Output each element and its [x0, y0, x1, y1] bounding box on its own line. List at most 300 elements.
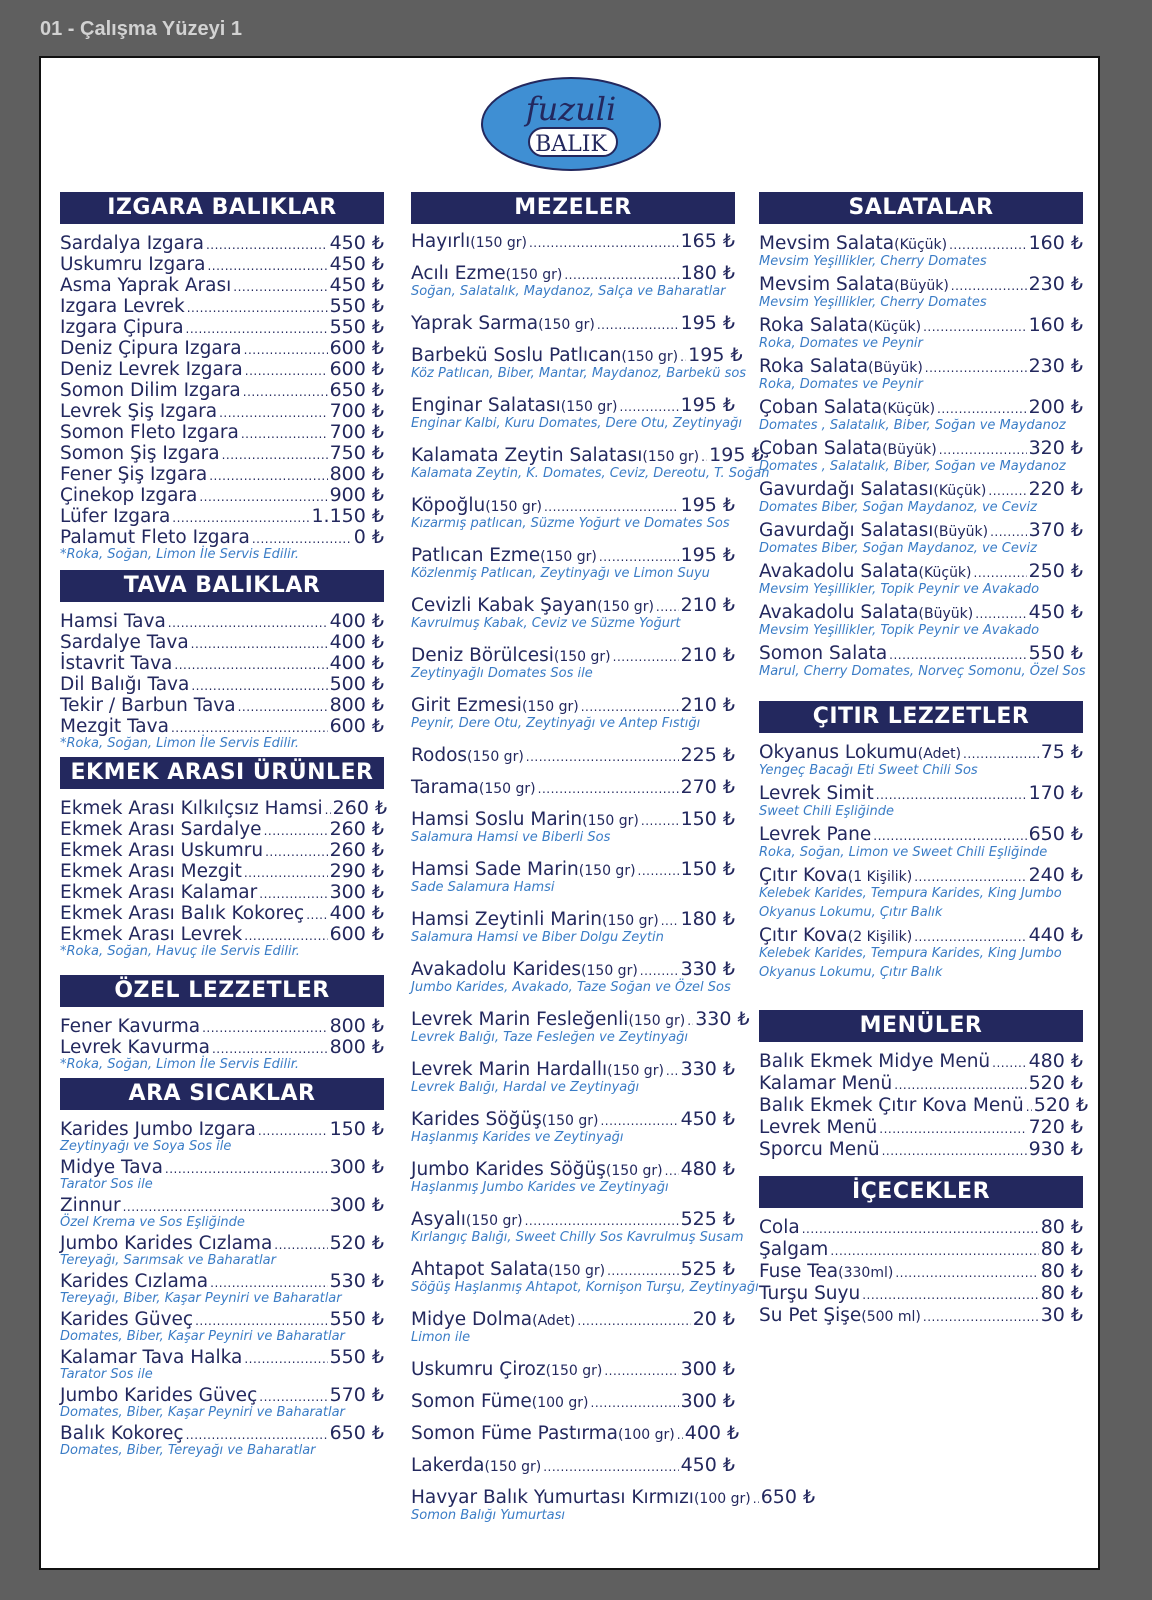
item-name [759, 1305, 921, 1326]
item-name-text: Balık Kokoreç [60, 1423, 184, 1444]
dot-leader [243, 385, 328, 399]
dot-leader [638, 864, 679, 878]
menu-item [411, 644, 735, 666]
item-price: 80 ₺ [1040, 1238, 1083, 1260]
item-name [60, 422, 239, 443]
item-price: 20 ₺ [692, 1308, 735, 1330]
menu-item [759, 924, 1083, 946]
item-name-text: Ekmek Arası Balık Kokoreç [60, 903, 305, 924]
dot-leader [923, 1310, 1039, 1324]
item-size: (150 gr) [582, 813, 639, 829]
item-name [60, 882, 257, 903]
item-price: 160 ₺ [1028, 232, 1083, 254]
dot-leader [894, 1078, 1026, 1092]
menu-item [759, 560, 1083, 582]
item-price: 230 ₺ [1028, 355, 1083, 377]
item-name-text: Deniz Börülcesi [411, 645, 554, 666]
menu-item [759, 1282, 1083, 1304]
item-name-text: Somon Füme Pastırma [411, 1423, 618, 1444]
item-name-text: Deniz Levrek Izgara [60, 359, 243, 380]
item-name-text: Somon Fleto Izgara [60, 422, 239, 443]
item-description: Kalamata Zeytin, K. Domates, Ceviz, Dereotu, T. Soğan [411, 466, 770, 481]
item-name-text: Sporcu Menü [759, 1139, 880, 1160]
item-name-text: Fuse Tea [759, 1261, 839, 1282]
item-name-text: Somon Şiş Izgara [60, 443, 220, 464]
item-name-text: Asma Yaprak Arası [60, 275, 232, 296]
dot-leader [937, 402, 1027, 416]
item-size: (Küçük) [882, 401, 936, 417]
dot-leader [988, 484, 1026, 498]
item-description: Mevsim Yeşillikler, Topik Peynir ve Avakado [759, 623, 1040, 638]
item-name [411, 909, 659, 930]
item-size: (150 gr) [521, 699, 579, 715]
section-header: SALATALAR [759, 192, 1083, 224]
item-description: Levrek Balığı, Hardal ve Zeytinyağı [411, 1080, 640, 1095]
item-description: Okyanus Lokumu, Çıtır Balık [759, 905, 943, 920]
dot-leader [238, 700, 328, 714]
dot-leader [258, 1124, 328, 1138]
menu-item [759, 601, 1083, 623]
section-header: ÇITIR LEZZETLER [759, 701, 1083, 733]
dot-leader [597, 318, 679, 332]
item-price: 150 ₺ [680, 858, 735, 880]
item-size: (150 gr) [484, 1459, 542, 1475]
item-name-text: Avakadolu Salata [759, 561, 919, 582]
menu-item [411, 444, 764, 466]
item-name [60, 1309, 193, 1330]
menu-item [60, 1308, 384, 1329]
item-description: Sweet Chili Eşliğinde [759, 804, 894, 819]
item-price: 650 ₺ [1028, 823, 1083, 845]
item-name [411, 231, 527, 252]
item-price: 525 ₺ [680, 1208, 735, 1230]
item-name [60, 1016, 200, 1037]
item-name [60, 464, 207, 485]
item-name [759, 643, 887, 664]
item-size: (100 gr) [693, 1491, 751, 1507]
menu-item [411, 262, 735, 284]
item-name [60, 1347, 242, 1368]
dot-leader [830, 1244, 1038, 1258]
dot-leader [525, 1214, 679, 1228]
section-header: TAVA BALIKLAR [60, 570, 384, 602]
item-name [411, 595, 654, 616]
item-price: 450 ₺ [680, 1454, 735, 1476]
item-name [411, 495, 542, 516]
dot-leader [975, 607, 1026, 621]
item-description: Tereyağı, Sarımsak ve Baharatlar [60, 1253, 276, 1268]
item-name-text: Hamsi Soslu Marin [411, 809, 583, 830]
item-name [60, 840, 263, 861]
item-description: Kırlangıç Balığı, Sweet Chilly Sos Kavrulmuş Susam [411, 1230, 744, 1245]
menu-item [60, 358, 384, 379]
item-name [60, 1233, 272, 1254]
item-name-text: Barbekü Soslu Patlıcan [411, 345, 622, 366]
item-name [759, 783, 874, 804]
menu-item [60, 526, 384, 547]
item-price: 210 ₺ [680, 694, 735, 716]
item-name-text: Levrek Kavurma [60, 1037, 210, 1058]
menu-section [60, 192, 384, 562]
item-name-text: Levrek Şiş Izgara [60, 401, 218, 422]
item-description: Okyanus Lokumu, Çıtır Balık [759, 965, 943, 980]
item-name [60, 401, 217, 422]
logo-bottom-text: BALIK [535, 132, 607, 157]
dot-leader [123, 1200, 328, 1214]
item-size: (Adet) [532, 1313, 576, 1329]
item-name [60, 359, 243, 380]
menu-section [60, 570, 384, 751]
item-name-text: Tarama [411, 777, 479, 798]
item-name-text: Ekmek Arası Kılkılçsız Hamsi [60, 798, 323, 819]
item-price: 290 ₺ [329, 860, 384, 882]
menu-item [411, 230, 735, 252]
item-name [60, 296, 185, 317]
dot-leader [914, 930, 1026, 944]
item-description: Mevsim Yeşillikler, Topik Peynir ve Avakado [759, 582, 1040, 597]
item-name-text: Rodos [411, 745, 468, 766]
item-name-text: Ekmek Arası Mezgit [60, 861, 242, 882]
item-name-text: Avakadolu Salata [759, 602, 919, 623]
dot-leader [604, 1364, 678, 1378]
dot-leader [212, 1042, 328, 1056]
item-name [759, 1117, 877, 1138]
item-price: 500 ₺ [329, 673, 384, 695]
item-name [411, 1109, 598, 1130]
item-size: (150 gr) [628, 1013, 686, 1029]
item-name-text: Palamut Fleto Izgara [60, 527, 250, 548]
item-name [60, 275, 231, 296]
menu-item [759, 437, 1083, 459]
item-price: 600 ₺ [329, 358, 384, 380]
dot-leader [207, 259, 327, 273]
item-name [60, 1037, 210, 1058]
section-note: *Roka, Soğan, Limon İle Servis Edilir. [60, 547, 299, 562]
item-name [411, 1059, 664, 1080]
item-price: 30 ₺ [1040, 1304, 1083, 1326]
item-name-text: Izgara Çipura [60, 317, 184, 338]
item-description: Yengeç Bacağı Eti Sweet Chili Sos [759, 763, 978, 778]
item-price: 80 ₺ [1040, 1216, 1083, 1238]
item-price: 570 ₺ [329, 1384, 384, 1406]
dot-leader [241, 427, 328, 441]
item-name-text: Çinekop Izgara [60, 485, 198, 506]
item-name-text: Zinnur [60, 1195, 121, 1216]
menu-item [411, 1258, 735, 1280]
menu-item [60, 421, 384, 442]
item-description: Roka, Soğan, Limon ve Sweet Chili Eşliğinde [759, 845, 1048, 860]
item-price: 550 ₺ [1028, 642, 1083, 664]
dot-leader [191, 637, 328, 651]
dot-leader [252, 532, 352, 546]
item-name-text: Karides Söğüş [411, 1109, 542, 1130]
item-price: 195 ₺ [680, 494, 735, 516]
menu-section [759, 701, 1083, 984]
item-size: (150 gr) [485, 499, 542, 515]
menu-item [60, 860, 384, 881]
menu-section [759, 1176, 1083, 1326]
item-name-text: Gavurdağı Salatası [759, 520, 934, 541]
menu-item [759, 232, 1083, 254]
item-name [411, 695, 579, 716]
item-size: (150 gr) [505, 267, 563, 283]
item-price: 165 ₺ [680, 230, 735, 252]
item-price: 250 ₺ [1028, 560, 1083, 582]
item-description: Sade Salamura Hamsi [411, 880, 555, 895]
menu-item [759, 1238, 1083, 1260]
item-name-text: Jumbo Karides Söğüş [411, 1159, 606, 1180]
dot-leader [992, 1056, 1026, 1070]
item-size: (Büyük) [882, 442, 937, 458]
menu-item [60, 818, 384, 839]
item-size: (150 gr) [607, 1063, 664, 1079]
section-header: İÇECEKLER [759, 1176, 1083, 1208]
item-price: 525 ₺ [680, 1258, 735, 1280]
item-price: 260 ₺ [329, 839, 384, 861]
section-note: *Roka, Soğan, Limon İle Servis Edilir. [60, 1057, 299, 1072]
item-name [60, 1119, 256, 1140]
item-name-text: Fener Şiş Izgara [60, 464, 208, 485]
item-price: 195 ₺ [688, 344, 743, 366]
item-description: Kelebek Karides, Tempura Karides, King Jumbo [759, 886, 1062, 901]
item-price: 330 ₺ [680, 1058, 735, 1080]
item-description: Domates, Biber, Kaşar Peyniri ve Baharatlar [60, 1329, 345, 1344]
item-name [411, 263, 562, 284]
item-name [759, 520, 988, 541]
item-name-text: Çoban Salata [759, 438, 883, 459]
menu-item [759, 478, 1083, 500]
item-price: 150 ₺ [329, 1118, 384, 1140]
item-price: 180 ₺ [680, 262, 735, 284]
item-description: Salamura Hamsi ve Biber Dolgu Zeytin [411, 930, 664, 945]
item-name-text: Kalamata Zeytin Salatası [411, 445, 643, 466]
item-price: 80 ₺ [1040, 1282, 1083, 1304]
menu-item [411, 1486, 816, 1508]
item-name-text: Dil Balığı Tava [60, 674, 190, 695]
item-name-text: Midye Tava [60, 1157, 163, 1178]
menu-item [60, 274, 384, 295]
item-name-text: Hamsi Sade Marin [411, 859, 579, 880]
item-name [759, 479, 986, 500]
item-description: Haşlanmış Karides ve Zeytinyağı [411, 1130, 624, 1145]
item-name [759, 1283, 860, 1304]
item-name-text: Yaprak Sarma [411, 313, 539, 334]
dot-leader [949, 238, 1027, 252]
menu-item [759, 1304, 1083, 1326]
dot-leader [186, 1428, 328, 1442]
menu-item [60, 484, 384, 505]
item-size: (Küçük) [933, 483, 987, 499]
item-price: 260 ₺ [329, 818, 384, 840]
item-price: 200 ₺ [1028, 396, 1083, 418]
item-name-text: Hamsi Tava [60, 611, 166, 632]
dot-leader [210, 1276, 327, 1290]
menu-item [759, 823, 1083, 845]
item-price: 650 ₺ [760, 1486, 816, 1508]
item-size: (150 gr) [560, 399, 618, 415]
dot-leader [564, 268, 678, 282]
dot-leader [306, 908, 327, 922]
menu-item [411, 1158, 735, 1180]
dot-leader [171, 721, 328, 735]
item-price: 220 ₺ [1028, 478, 1083, 500]
dot-leader [538, 782, 679, 796]
item-name-text: Lakerda [411, 1455, 485, 1476]
item-name-text: Ekmek Arası Levrek [60, 924, 243, 945]
item-name [759, 274, 949, 295]
menu-item [759, 519, 1083, 541]
dot-leader [529, 236, 679, 250]
item-price: 300 ₺ [680, 1390, 735, 1412]
item-description: Domates, Biber, Kaşar Peyniri ve Baharatlar [60, 1405, 345, 1420]
menu-item [411, 1422, 740, 1444]
item-name [60, 1271, 208, 1292]
item-name-text: Levrek Marin Fesleğenli [411, 1009, 629, 1030]
dot-leader [244, 343, 328, 357]
item-description: Domates, Biber, Tereyağı ve Baharatlar [60, 1443, 316, 1458]
item-price: 195 ₺ [680, 394, 735, 416]
item-name [60, 674, 189, 695]
item-price: 400 ₺ [684, 1422, 740, 1444]
item-name [60, 527, 250, 548]
menu-item [60, 232, 384, 253]
dot-leader [974, 566, 1027, 580]
item-price: 440 ₺ [1028, 924, 1083, 946]
item-price: 930 ₺ [1028, 1138, 1083, 1160]
item-name-text: Köpoğlu [411, 495, 486, 516]
dot-leader [581, 700, 679, 714]
item-price: 800 ₺ [329, 1036, 384, 1058]
menu-item [60, 839, 384, 860]
item-size: (Küçük) [918, 565, 972, 581]
menu-item [411, 1008, 750, 1030]
dot-leader [666, 1064, 679, 1078]
dot-leader [577, 1314, 690, 1328]
menu-item [411, 1108, 735, 1130]
dot-leader [244, 929, 327, 943]
item-name [759, 1261, 893, 1282]
menu-item [411, 1454, 735, 1476]
dot-leader [199, 490, 327, 504]
item-price: 530 ₺ [329, 1270, 384, 1292]
item-price: 400 ₺ [329, 902, 384, 924]
menu-item [60, 673, 384, 694]
item-price: 80 ₺ [1040, 1260, 1083, 1282]
item-name [411, 313, 595, 334]
item-name-text: Tekir / Barbun Tava [60, 695, 236, 716]
item-name-text: Karides Cızlama [60, 1271, 209, 1292]
dot-leader [873, 829, 1026, 843]
item-description: Tarator Sos ile [60, 1177, 153, 1192]
item-name [759, 397, 935, 418]
item-description: Kızarmış patlıcan, Süzme Yoğurt ve Domates Sos [411, 516, 730, 531]
item-size: (150 gr) [553, 649, 611, 665]
item-price: 270 ₺ [680, 776, 735, 798]
item-name [60, 1157, 163, 1178]
fuzuli-balik-logo [481, 76, 661, 172]
item-name-text: Çıtır Kova [759, 865, 848, 886]
dot-leader [914, 870, 1026, 884]
section-note: *Roka, Soğan, Limon İle Servis Edilir. [60, 736, 299, 751]
menu-item [60, 797, 388, 819]
item-price: 210 ₺ [680, 594, 735, 616]
dot-leader [701, 450, 707, 464]
item-size: (150 gr) [541, 1113, 599, 1129]
dot-leader [656, 600, 679, 614]
menu-item [60, 1384, 384, 1405]
item-name [60, 317, 184, 338]
item-price: 550 ₺ [329, 1346, 384, 1368]
item-description: Domates , Salatalık, Biber, Soğan ve Maydanoz [759, 459, 1066, 474]
menu-item [60, 1015, 384, 1036]
item-description: Somon Balığı Yumurtası [411, 1508, 565, 1523]
dot-leader [889, 648, 1026, 662]
item-size: (1 Kişilik) [847, 869, 913, 885]
item-price: 195 ₺ [680, 312, 735, 334]
item-name-text: Somon Dilim Izgara [60, 380, 241, 401]
item-price: 600 ₺ [329, 337, 384, 359]
item-size: (Büyük) [933, 524, 989, 540]
item-name-text: Jumbo Karides Güveç [60, 1385, 258, 1406]
menu-item [759, 1094, 1089, 1116]
item-name [411, 1423, 675, 1444]
menu-item [60, 902, 384, 923]
dot-leader [526, 750, 679, 764]
dot-leader [613, 650, 679, 664]
item-name-text: Uskumru Izgara [60, 254, 206, 275]
item-size: (150 gr) [540, 549, 597, 565]
item-size: (Küçük) [894, 237, 948, 253]
item-name [759, 824, 871, 845]
item-name [759, 742, 961, 763]
item-name [411, 859, 636, 880]
item-name-text: Izgara Levrek [60, 296, 185, 317]
dot-leader [222, 448, 328, 462]
dot-leader [219, 406, 328, 420]
menu-item [60, 337, 384, 358]
item-description: Limon ile [411, 1330, 471, 1345]
item-name-text: Levrek Marin Hardallı [411, 1059, 608, 1080]
item-description: Tereyağı, Biber, Kaşar Peyniri ve Baharatlar [60, 1291, 342, 1306]
item-size: (150 gr) [478, 781, 536, 797]
item-name-text: Şalgam [759, 1239, 829, 1260]
menu-item [60, 1156, 384, 1177]
item-price: 450 ₺ [329, 274, 384, 296]
item-description: Zeytinyağlı Domates Sos ile [411, 666, 593, 681]
dot-leader [895, 1266, 1038, 1280]
item-name [759, 438, 937, 459]
item-size: (150 gr) [621, 349, 679, 365]
menu-section [60, 1078, 384, 1460]
item-price: 230 ₺ [1028, 273, 1083, 295]
item-name [60, 798, 323, 819]
item-name-text: Su Pet Şişe [759, 1305, 862, 1326]
item-description: Közlenmiş Patlıcan, Zeytinyağı ve Limon Suyu [411, 566, 710, 581]
menu-item [411, 594, 735, 616]
item-size: (150 gr) [581, 963, 638, 979]
item-name [411, 959, 638, 980]
item-price: 400 ₺ [329, 652, 384, 674]
item-name-text: Roka Salata [759, 356, 869, 377]
item-name-text: Okyanus Lokumu [759, 742, 918, 763]
dot-leader [620, 400, 679, 414]
item-name-text: Karides Jumbo Izgara [60, 1119, 256, 1140]
dot-leader [543, 1460, 678, 1474]
item-price: 75 ₺ [1040, 741, 1083, 763]
menu-item [759, 1138, 1083, 1160]
item-name-text: Roka Salata [759, 315, 869, 336]
dot-leader [680, 350, 686, 364]
